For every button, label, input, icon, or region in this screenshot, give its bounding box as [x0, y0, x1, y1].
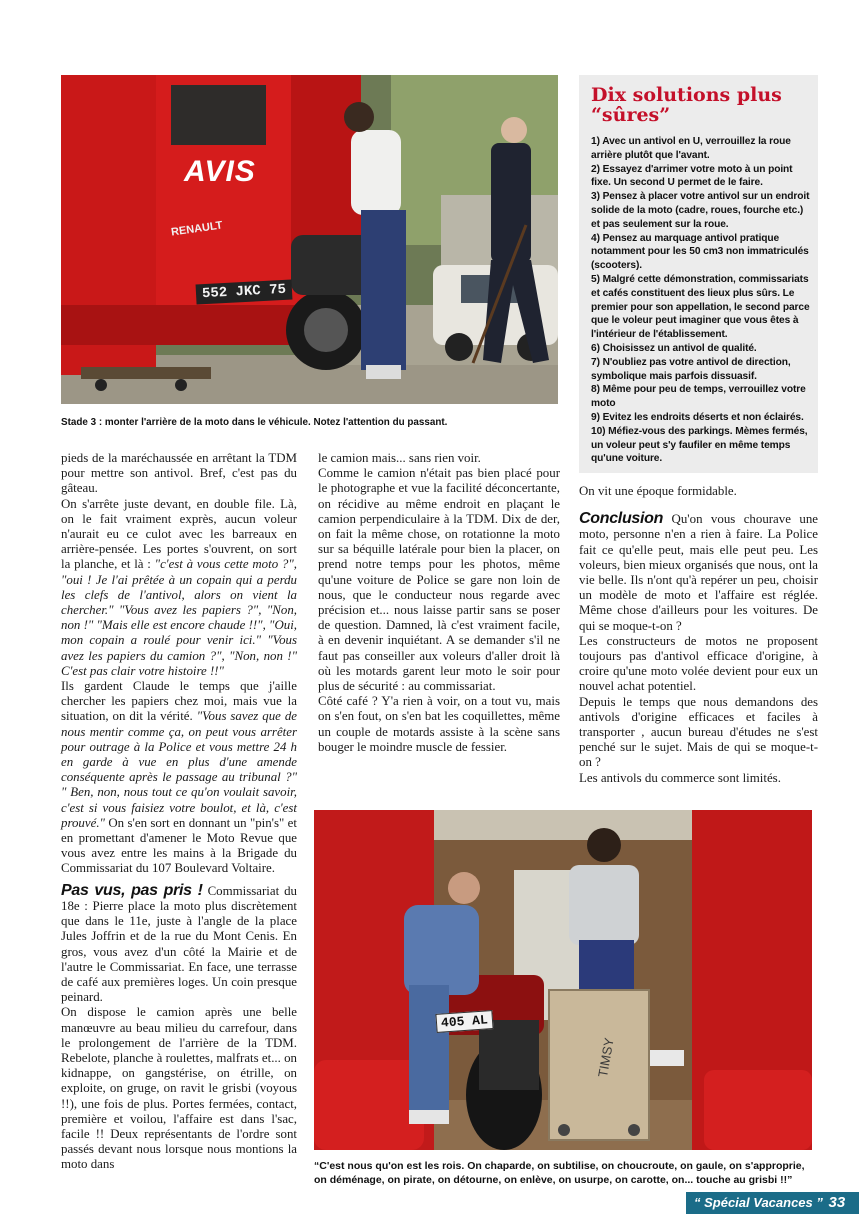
paragraph: On vit une époque formidable.	[579, 484, 737, 498]
section-heading: Pas vus, pas pris !	[61, 881, 203, 899]
article-column-2	[318, 451, 560, 755]
paragraph: Les constructeurs de motos ne proposent toujours pas d'antivol efficace d'origine, à croire qu'une moto volée devient pour eux un nouvel achat potentiel.	[579, 633, 818, 694]
caption-bottom: “C'est nous qu'on est les rois. On chaparde, on subtilise, on choucroute, on gaule, on s'approprie, on déménage, on pirate, on détourne, on enlève, on usurpe, on carotte, on... touche au grisbi !!”	[314, 1160, 805, 1186]
sidebar-item: 5) Malgré cette démonstration, commissariats et cafés constituent des lieux plus sûrs. Le premier pour son appellation, le second parce que le voleur peut imaginer que vous êtes à l'intérieur de l'établissement.	[591, 273, 810, 341]
paragraph-text: Ils gardent Claude le temps que j'aille chercher les papiers chez moi, mais vue la situation, on dit la vérité.	[61, 679, 297, 724]
bike-plate: 405 AL	[435, 1010, 493, 1033]
page-number: 33	[828, 1194, 846, 1211]
van-brand: RENAULT	[170, 219, 224, 239]
photo-bottom-inside-van	[314, 810, 812, 1150]
sidebar-item: 7) N'oubliez pas votre antivol de direction, symbolique mais parfois dissuasif.	[591, 356, 791, 382]
sidebar-item: 2) Essayez d'arrimer votre moto à un point fixe. Un second U permet de le faire.	[591, 163, 793, 189]
photo-top-van-loading	[61, 75, 558, 404]
paragraph	[61, 497, 297, 679]
paragraph: Côté café ? Y'a rien à voir, on a tout vu, mais on s'en fout, on s'en bat les coquillettes, même un couple de motards assiste à la scène sans bouger le moindre muscle de fessier.	[318, 694, 560, 754]
sidebar-title-line: “sûres”	[591, 104, 671, 126]
paragraph-text: On s'en sort en donnant un "pin's" et en promettant d'amener le Moto Revue que vous avez entre les mains à la Brigade du Commissariat du 107 Boulevard Voltaire.	[61, 815, 297, 876]
sidebar-title	[591, 85, 810, 125]
sidebar-item: 6) Choisissez un antivol de qualité.	[591, 342, 757, 354]
paragraph: Comme le camion n'était pas bien placé pour le photographe et vue la facilité déconcertante, on récidive au même endroit en plaçant le camion perpendiculaire à la TDM. Dix de der, on fait la même chose, on rotationne la moto sur sa béquille latérale pour bien la placer, on prend notre temps pour les photos, même qu'une voiture de Police se gare non loin de nous, que le conducteur nous regarde avec précision et... nous laisse partir sans se poser de question. Damned, là c'est vraiment facile, à en devenir inquiétant. A se demander s'il ne faut pas conseiller aux voleurs d'aller droit là où les motards garent leur moto le soir pour plus de sécurité : au commissariat.	[318, 466, 560, 694]
paragraph-text: Commissariat du 18e : Pierre place la moto plus discrètement que dans le 11e, juste à l'angle de la place Jules Joffrin et de la rue du Mont Cenis. En gros, vous avez d'un côté la Mairie et de l'autre le Commissariat. En face, une terrasse de café aux premières loges. Un coin presque peinard.	[61, 883, 297, 1005]
paragraph: pieds de la maréchaussée en arrêtant la TDM pour mettre son antivol. Bref, c'est pas du gâteau.	[61, 451, 297, 496]
sidebar-item: 4) Pensez au marquage antivol pratique notamment pour les 50 cm3 non immatriculés (scooters).	[591, 232, 809, 272]
sidebar-item: 1) Avec un antivol en U, verrouillez la roue arrière plutôt que l'avant.	[591, 136, 791, 161]
box-label: TIMSY	[595, 1036, 617, 1079]
paragraph: On dispose le camion après une belle manœuvre au beau milieu du carrefour, dans le prolongement de l'arrière de la TDM. Rebelote, planche à roulettes, malfrats et... on kidnappe, on gangstérise, on étrille, on exploite, on gruge, on ravit le grisbi (voyous !!), une fois de plus. Portes fermées, contact, première et voilou, l'affaire est dans l'sac, facile !! Deux représentants de l'ordre sont passés devant nous lorsque nous montions la moto dans	[61, 1005, 297, 1172]
dialogue-quote: "c'est à vous cette moto ?", "oui ! Je l'ai prêtée à un copain qui a perdu les clefs de l'antivol, alors on vient la chercher." "Vous avez les papiers ?", "Non, non !" "Mais elle est encore chaude !!", "Oui, mon copain a roulé pour venir ici." "Vous avez les papiers du camion ?", "Non, non !" C'est pas clair votre histoire !!"	[61, 557, 298, 678]
sidebar-item: 3) Pensez à placer votre antivol sur un endroit solide de la moto (cadre, roues, fourche etc.) et pas seulement sur la roue.	[591, 191, 810, 230]
sidebar-item: 9) Evitez les endroits déserts et non éclairés.	[591, 411, 804, 423]
paragraph: Depuis le temps que nous demandons des antivols d'origine efficaces et faciles à transporter , aucun bureau d'études ne s'est penché sur le sujet. Mais de qui se moque-t-on ?	[579, 694, 818, 770]
section-heading: Conclusion	[579, 510, 664, 528]
article-column-1	[61, 451, 297, 1173]
paragraph-text: On s'arrête juste devant, en double file. Là, on le fait vraiment exprès, aucun voleur n'aurait eu ce culot avec les barreaux en arrière-pensée. Les portes s'ouvrent, on sort la planche, et là :	[61, 496, 297, 572]
sidebar-item: 10) Méfiez-vous des parkings. Mèmes fermés, un voleur peut s'y faufiler en même temps qu'une voiture.	[591, 425, 808, 465]
paragraph: le camion mais... sans rien voir.	[318, 451, 481, 465]
sidebar-title-line: Dix solutions plus	[591, 84, 782, 106]
caption-top: Stade 3 : monter l'arrière de la moto dans le véhicule. Notez l'attention du passant.	[61, 416, 448, 428]
van-sign: AVIS	[184, 155, 256, 188]
footer-page-tab	[686, 1192, 859, 1214]
paragraph	[579, 511, 818, 634]
dialogue-quote: "Vous savez que de nous mentir comme ça, on peut vous arrêter pour outrage à la Police et vous mettre 24 h en garde à vue en plus d'une amende conséquente après le passage au tribunal ?" " Ben, non, nous tout ce qu'on voulait savoir, c'est si vous faisiez votre boulot, et là, c'est prouvé."	[61, 709, 297, 830]
article-column-3	[579, 484, 818, 786]
footer-label: “ Spécial Vacances ”	[694, 1195, 823, 1210]
paragraph	[61, 679, 297, 877]
paragraph-text: Qu'on vous chourave une moto, personne n'en a rien à faire. La Police fait ce qu'elle peut, mais elle peut peu. Les voleurs, bien mieux organisés que nous, ont la vie belle. Ils n'ont qu'à repérer un peu, choisir un modèle de moto et l'affaire est réglée. Même chose d'ailleurs pour les voitures. De qui se moque-t-on ?	[579, 512, 818, 633]
van-plate: 552 JKC 75	[196, 280, 293, 305]
paragraph: Les antivols du commerce sont limités.	[579, 770, 781, 785]
paragraph	[61, 883, 297, 1006]
sidebar-tips-box	[579, 75, 818, 473]
sidebar-item: 8) Même pour peu de temps, verrouillez votre moto	[591, 384, 806, 410]
